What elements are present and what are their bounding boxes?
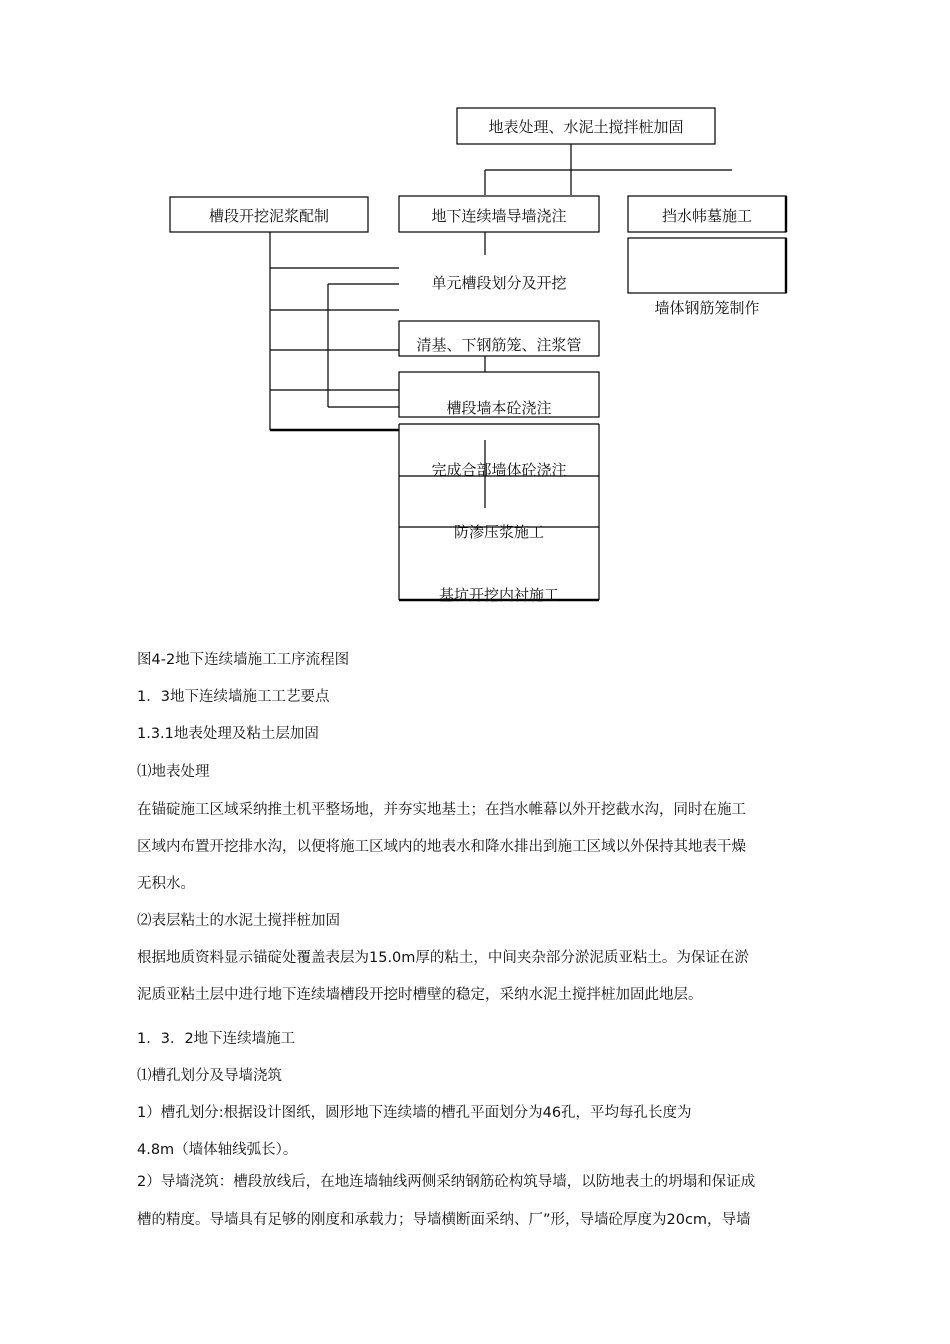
paragraph-4-line-1: 2）导墙浇筑：槽段放线后，在地连墙轴线两侧采纳钢筋砼构筑导墙，以防地表土的坍塌和保证成 xyxy=(137,1174,756,1190)
text-right-sub: 墙体钢筋笼制作 xyxy=(654,299,760,317)
heading-1-3-1: 1.3.1地表处理及粘土层加固 xyxy=(137,726,319,742)
text-step-3: 槽段墙本砼浇注 xyxy=(446,399,552,417)
heading-1-3: 1．3地下连续墙施工工艺要点 xyxy=(137,689,330,705)
item-3: ⑴槽孔划分及导墙浇筑 xyxy=(137,1068,282,1084)
paragraph-1-line-2: 区域内布置开挖排水沟，以便将施工区域内的地表水和降水排出到施工区域以外保持其地表干燥 xyxy=(137,839,746,855)
heading-1-3-2: 1．3．2地下连续墙施工 xyxy=(137,1031,296,1047)
paragraph-4-line-2: 槽的精度。导墙具有足够的刚度和承载力；导墙横断面采纳、厂”形，导墙砼厚度为20cm，导墙 xyxy=(137,1212,751,1228)
box-right-sub xyxy=(628,238,786,293)
paragraph-1-line-1: 在锚碇施工区域采纳推土机平整场地，并夯实地基土；在挡水帷幕以外开挖截水沟，同时在施工 xyxy=(137,802,746,818)
figure-caption: 图4-2地下连续墙施工工序流程图 xyxy=(137,652,350,668)
text-step-5: 防渗压浆施工 xyxy=(453,523,545,541)
text-left-branch: 槽段开挖泥浆配制 xyxy=(208,207,330,225)
text-step-4: 完成合部墙体砼浇注 xyxy=(431,461,567,479)
paragraph-1-line-3: 无积水。 xyxy=(137,876,195,892)
text-top: 地表处理、水泥土搅拌桩加固 xyxy=(488,118,684,136)
item-2: ⑵表层粘土的水泥土搅拌桩加固 xyxy=(137,913,340,929)
paragraph-2-line-1: 根据地质资料显示锚碇处覆盖表层为15.0m厚的粘土，中间夹杂部分淤泥质亚粘土。为保证在淤 xyxy=(137,950,749,966)
text-step-6: 基坑开挖内衬施工 xyxy=(438,586,560,604)
paragraph-3-line-2: 4.8m（墙体轴线弧长）。 xyxy=(137,1142,298,1158)
text-step-2: 清基、下钢筋笼、注浆管 xyxy=(416,336,582,354)
text-step-1: 单元槽段划分及开挖 xyxy=(431,274,567,292)
paragraph-3-line-1: 1）槽孔划分:根据设计图纸，圆形地下连续墙的槽孔平面划分为46孔，平均每孔长度为 xyxy=(137,1105,692,1121)
construction-flowchart xyxy=(0,0,950,640)
item-1: ⑴地表处理 xyxy=(137,764,210,780)
text-center-top: 地下连续墙导墙浇注 xyxy=(431,207,567,225)
paragraph-2-line-2: 泥质亚粘土层中进行地下连续墙槽段开挖时槽壁的稳定，采纳水泥土搅拌桩加固此地层。 xyxy=(137,987,703,1003)
text-right-branch: 挡水帏墓施工 xyxy=(661,207,753,225)
